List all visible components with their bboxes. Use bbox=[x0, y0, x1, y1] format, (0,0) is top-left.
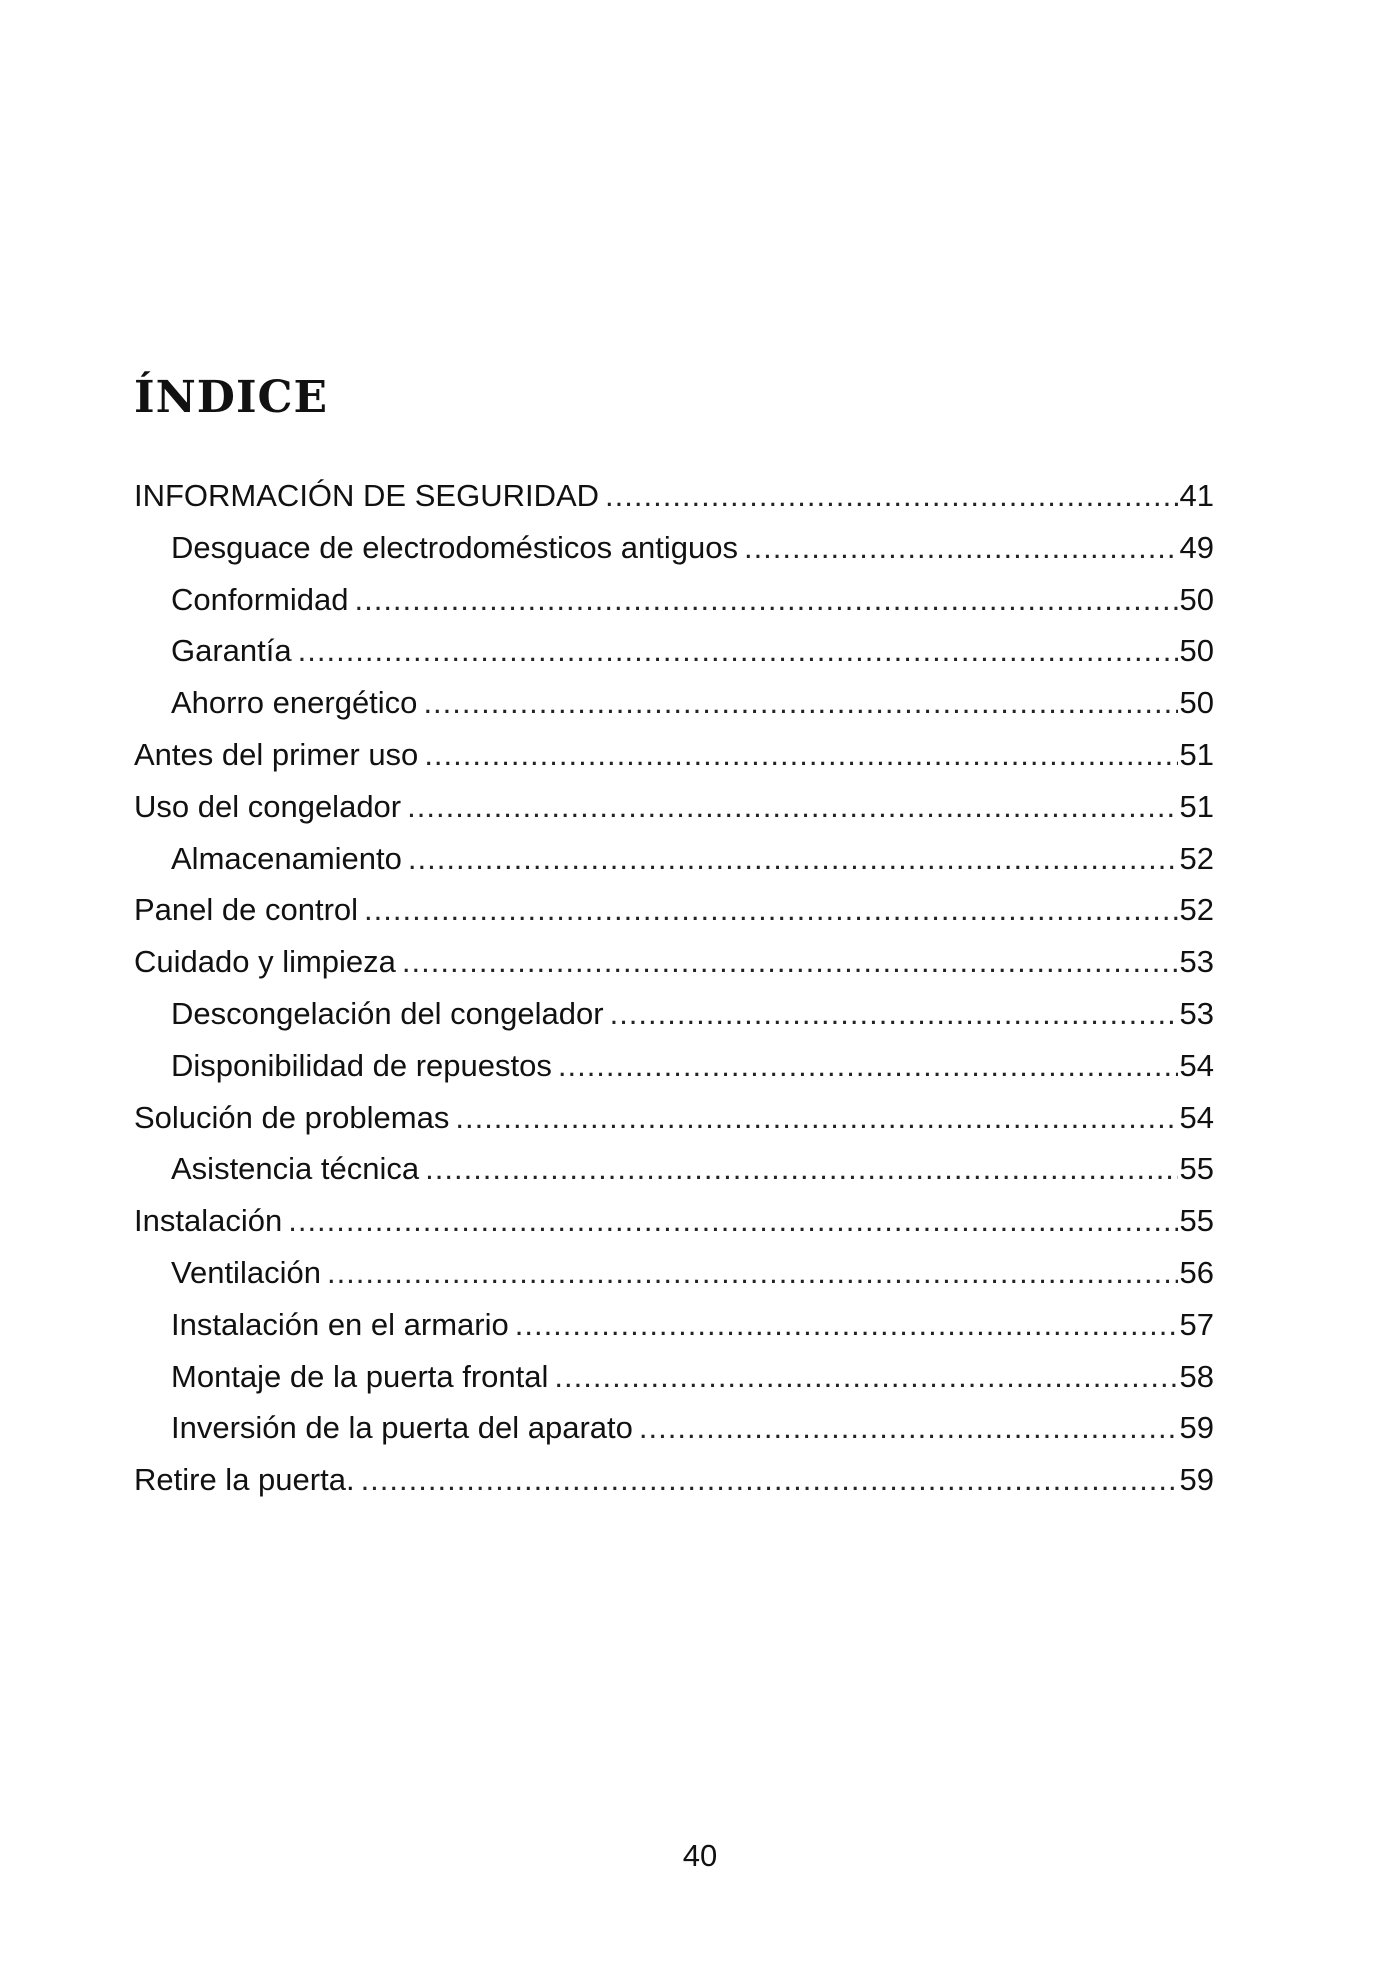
toc-dot-leader bbox=[354, 574, 1177, 626]
toc-entry-page: 59 bbox=[1179, 1462, 1214, 1498]
toc-entry-label: Instalación bbox=[134, 1203, 283, 1239]
toc-entry-page: 53 bbox=[1179, 995, 1214, 1031]
table-of-contents bbox=[134, 470, 1214, 1506]
toc-entry-label: Inversión de la puerta del aparato bbox=[171, 1410, 633, 1446]
toc-dot-leader bbox=[288, 1195, 1177, 1247]
toc-dot-leader bbox=[639, 1402, 1178, 1454]
toc-dot-leader bbox=[408, 833, 1178, 885]
toc-entry-page: 50 bbox=[1179, 685, 1214, 721]
toc-entry-page: 55 bbox=[1179, 1151, 1214, 1187]
toc-entry-label: Uso del congelador bbox=[134, 788, 402, 824]
toc-entry-page: 53 bbox=[1179, 944, 1214, 980]
toc-entry[interactable] bbox=[134, 677, 1214, 729]
toc-entry-label: Panel de control bbox=[134, 892, 359, 928]
toc-entry-page: 50 bbox=[1179, 633, 1214, 669]
toc-entry-label: Desguace de electrodomésticos antiguos bbox=[171, 529, 738, 565]
toc-entry-label: INFORMACIÓN DE SEGURIDAD bbox=[134, 478, 600, 513]
toc-dot-leader bbox=[425, 1143, 1177, 1195]
toc-entry-page: 54 bbox=[1179, 1047, 1214, 1083]
toc-entry[interactable] bbox=[134, 1247, 1214, 1299]
toc-entry-page: 49 bbox=[1179, 529, 1214, 565]
toc-dot-leader bbox=[424, 729, 1177, 781]
toc-entry[interactable] bbox=[134, 522, 1214, 574]
toc-entry-page: 51 bbox=[1179, 788, 1214, 824]
toc-entry[interactable] bbox=[134, 988, 1214, 1040]
toc-entry-label: Disponibilidad de repuestos bbox=[171, 1047, 552, 1083]
toc-dot-leader bbox=[554, 1351, 1177, 1403]
toc-entry-label: Ahorro energético bbox=[171, 685, 418, 721]
toc-entry[interactable] bbox=[134, 729, 1214, 781]
toc-entry-label: Cuidado y limpieza bbox=[134, 944, 396, 980]
toc-dot-leader bbox=[515, 1299, 1178, 1351]
toc-entry-label: Montaje de la puerta frontal bbox=[171, 1358, 549, 1394]
toc-dot-leader bbox=[610, 988, 1178, 1040]
toc-entry[interactable] bbox=[134, 470, 1214, 522]
page-title: ÍNDICE bbox=[134, 372, 329, 423]
toc-entry-label: Retire la puerta. bbox=[134, 1462, 355, 1498]
toc-entry-label: Instalación en el armario bbox=[171, 1306, 509, 1342]
toc-entry[interactable] bbox=[134, 625, 1214, 677]
toc-entry[interactable] bbox=[134, 1351, 1214, 1403]
toc-entry-page: 52 bbox=[1179, 840, 1214, 876]
toc-entry-page: 51 bbox=[1179, 736, 1214, 772]
toc-entry-page: 50 bbox=[1179, 581, 1214, 617]
toc-entry-label: Antes del primer uso bbox=[134, 736, 419, 772]
toc-entry-label: Almacenamiento bbox=[171, 840, 402, 876]
toc-dot-leader bbox=[298, 625, 1178, 677]
page-number: 40 bbox=[682, 1838, 718, 1873]
toc-entry-label: Garantía bbox=[171, 633, 292, 669]
toc-entry-page: 52 bbox=[1179, 892, 1214, 928]
toc-entry-label: Asistencia técnica bbox=[171, 1151, 420, 1187]
toc-dot-leader bbox=[407, 781, 1177, 833]
toc-entry-label: Conformidad bbox=[171, 581, 349, 617]
toc-entry-page: 58 bbox=[1179, 1358, 1214, 1394]
toc-entry[interactable] bbox=[134, 574, 1214, 626]
toc-entry-page: 57 bbox=[1179, 1306, 1214, 1342]
toc-entry[interactable] bbox=[134, 936, 1214, 988]
toc-dot-leader bbox=[361, 1454, 1178, 1506]
toc-entry[interactable] bbox=[134, 833, 1214, 885]
toc-dot-leader bbox=[423, 677, 1177, 729]
toc-entry[interactable] bbox=[134, 1454, 1214, 1506]
toc-dot-leader bbox=[402, 936, 1178, 988]
toc-entry[interactable] bbox=[134, 1143, 1214, 1195]
toc-entry[interactable] bbox=[134, 1402, 1214, 1454]
toc-entry-label: Ventilación bbox=[171, 1254, 321, 1290]
toc-entry[interactable] bbox=[134, 781, 1214, 833]
toc-entry[interactable] bbox=[134, 1195, 1214, 1247]
toc-entry-label: Solución de problemas bbox=[134, 1099, 450, 1135]
toc-dot-leader bbox=[558, 1040, 1178, 1092]
toc-entry-page: 59 bbox=[1179, 1410, 1214, 1446]
toc-entry-page: 55 bbox=[1179, 1203, 1214, 1239]
toc-entry-page: 54 bbox=[1179, 1099, 1214, 1135]
toc-dot-leader bbox=[455, 1092, 1177, 1144]
toc-dot-leader bbox=[364, 884, 1177, 936]
toc-dot-leader bbox=[744, 522, 1178, 574]
toc-entry[interactable] bbox=[134, 1299, 1214, 1351]
toc-entry-label: Descongelación del congelador bbox=[171, 995, 604, 1031]
toc-entry[interactable] bbox=[134, 884, 1214, 936]
toc-dot-leader bbox=[327, 1247, 1178, 1299]
toc-entry[interactable] bbox=[134, 1092, 1214, 1144]
toc-entry[interactable] bbox=[134, 1040, 1214, 1092]
toc-entry-page: 56 bbox=[1179, 1254, 1214, 1290]
toc-entry-page: 41 bbox=[1179, 478, 1214, 513]
toc-dot-leader bbox=[605, 470, 1177, 522]
